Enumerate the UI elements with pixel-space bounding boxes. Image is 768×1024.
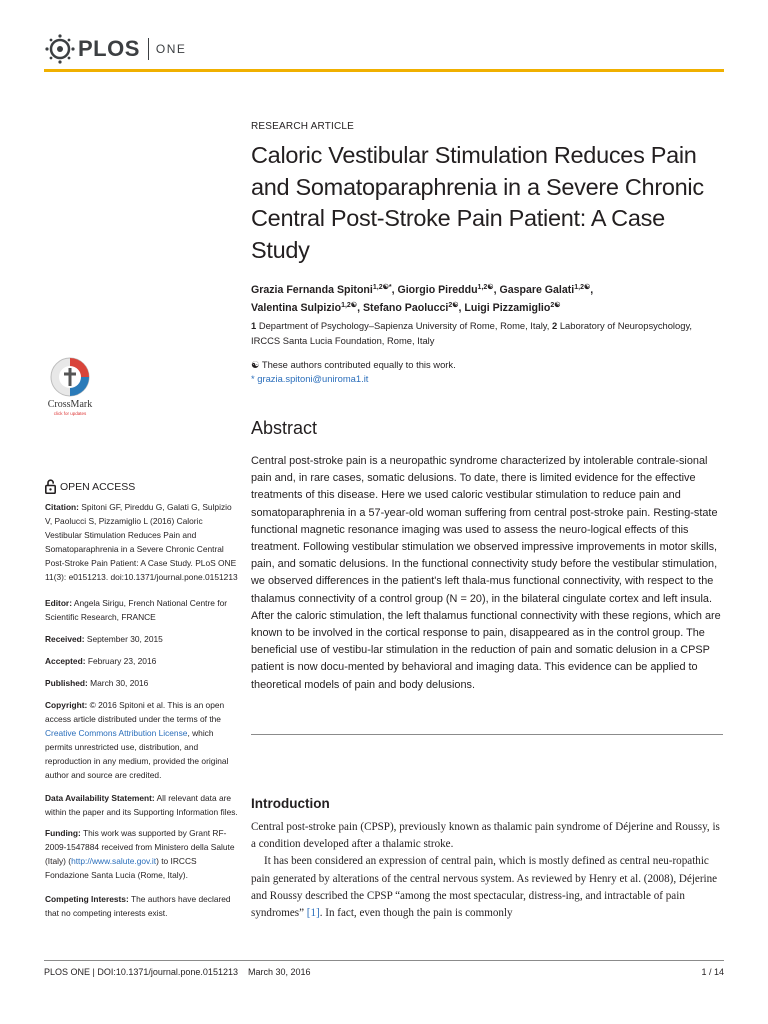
footer-citation: PLOS ONE | DOI:10.1371/journal.pone.0151213 March 30, 2016 (44, 967, 311, 977)
open-access-badge (45, 479, 135, 494)
competing-interests-text: The authors have declared that no competing interests exist. (45, 894, 231, 918)
funding-label: Funding: (45, 828, 81, 838)
citation-block (45, 500, 239, 584)
author-affil: 1,2☯ (574, 284, 591, 291)
affiliation-number: 2 (552, 320, 558, 331)
editor-label: Editor: (45, 598, 72, 608)
abstract-text: Central post-stroke pain is a neuropathic syndrome characterized by intolerable contrale-sional pain and, in rare cases, somatic delusions. To date, there is limited evidence for the effective treatments of this disease. Here we used caloric vestibular stimulation to reduce pain and somatoparaphrenia in a 57-year-old woman suffering from central post-stroke pain. Resting-state functional magnetic resonance imaging was used to assess the neuro-logical effects of this treatment. Following vestibular stimulation we observed impressive improvements in motor skills, pain, and somatic delusions. In the functional connectivity study before the vestibular stimulation, we observed differences in the patient's left thala-mus functional connectivity, with respect to the thalamus connectivity of a control group (N = 20), in the bilateral cingulate cortex and left insula. After the caloric stimulation, the left thalamus functional connectivity with these regions, which are known to be involved in the cortical response to pain, disappeared as in the control group. The beneficial use of vestibu-lar stimulation in the reduction of pain and somatic delusion in a CPSP patient is now docu-mented by behavioral and imaging data. This evidence can be applied to theoretical models of pain and body delusions. (251, 455, 721, 691)
accepted-date: February 23, 2016 (87, 656, 157, 666)
accepted-label: Accepted: (45, 656, 86, 666)
author-list: Grazia Fernanda Spitoni$^{1,2☯*}$, Giorgio Pireddu$^{1,2☯}$, Gaspare Galati$^{1,2☯}$, Valentina Sulpizio$^{1,2☯}$, Stefano Paolucci$^{2☯}$, Luigi Pizzamiglio$^{2☯}$ (251, 284, 594, 314)
article-title: Caloric Vestibular Stimulation Reduces Pain and Somatoparaphrenia in a Severe Chronic Central Post-Stroke Pain Patient: A Case Study (251, 142, 704, 263)
reference-link[interactable]: [1] (306, 907, 320, 920)
logo-separator (148, 38, 149, 60)
copyright-label: Copyright: (45, 700, 88, 710)
author-affil: 2☯ (448, 302, 459, 309)
affiliation-1: Department of Psychology–Sapienza University of Rome, Rome, Italy, (258, 320, 550, 331)
funding-text: This work was supported by Grant RF-2009-1547884 received from Ministero della Salute (Italy) ( (45, 828, 235, 866)
data-availability-text: All relevant data are within the paper and its Supporting Information files. (45, 793, 238, 817)
logo-plos-text: PLOS (78, 36, 140, 61)
header-rule (44, 69, 724, 72)
editor-block (45, 596, 239, 624)
intro-paragraph-2-cont: . In fact, even though the pain is commonly (319, 907, 513, 920)
crossmark-sublabel[interactable]: click for updates (53, 411, 87, 416)
funding-block (45, 826, 239, 882)
affiliation-2: Laboratory of Neuropsychology, IRCCS Santa Lucia Foundation, Rome, Italy (251, 320, 693, 346)
author-affil: 2☯ (550, 302, 561, 309)
received-block (45, 632, 239, 646)
author-name: Valentina Sulpizio (251, 302, 342, 314)
received-label: Received: (45, 634, 85, 644)
author-affil: 1,2☯ (477, 284, 494, 291)
citation-text: Spitoni GF, Pireddu G, Galati G, Sulpizio V, Paolucci S, Pizzamiglio L (2016) Caloric Vestibular Stimulation Reduces Pain and Somatoparaphrenia in a Severe Chronic Central Post-Stroke Pain Patient: A Case Study. PLoS ONE 11(3): e0151213. doi:10.1371/journal.pone.0151213 (45, 502, 238, 582)
copyright-text: © 2016 Spitoni et al. This is an open access article distributed under the terms of the (45, 700, 225, 724)
copyright-block (45, 698, 239, 782)
author-name: Luigi Pizzamiglio (464, 302, 551, 314)
crossmark-icon[interactable] (45, 355, 95, 399)
abstract-heading: Abstract (251, 418, 318, 438)
abstract-divider (251, 734, 723, 735)
citation-label: Citation: (45, 502, 79, 512)
funding-text-cont: ) to IRCCS Fondazione Santa Lucia (Rome, Italy). (45, 856, 197, 880)
corresponding-mark: * (388, 284, 392, 291)
affiliation-number: 1 (251, 320, 257, 331)
data-availability-block (45, 791, 239, 819)
author-affil: 1,2☯ (372, 284, 389, 291)
footer-rule (44, 960, 724, 961)
introduction-text (251, 819, 723, 922)
intro-paragraph-1: Central post-stroke pain (CPSP), previously known as thalamic pain syndrome of Déjerine and Roussy, is a condition developed after a thalamic stroke. (251, 821, 720, 851)
corresponding-email-link[interactable]: * grazia.spitoni@uniroma1.it (251, 373, 369, 384)
open-access-label: OPEN ACCESS (60, 480, 136, 493)
competing-interests-block (45, 892, 239, 920)
competing-interests-label: Competing Interests: (45, 894, 129, 904)
crossmark-label[interactable]: CrossMark (47, 399, 93, 410)
published-date: March 30, 2016 (90, 678, 149, 688)
editor-text: Angela Sirigu, French National Centre for Scientific Research, FRANCE (45, 598, 228, 622)
published-label: Published: (45, 678, 88, 688)
intro-paragraph-2: It has been considered an expression of central pain, which is mostly defined as central neu-ropathic pain generated by alterations of the central nervous system. As reviewed by Henry et al. (2008), Déjerine and Roussy described the CPSP “among the most spectacular, distress-ing, and intractable of pain syndromes” (251, 855, 718, 920)
author-name: Stefano Paolucci (362, 302, 449, 314)
accepted-block (45, 654, 239, 668)
author-name: Grazia Fernanda Spitoni (251, 284, 373, 296)
published-block (45, 676, 239, 690)
author-name: Gaspare Galati (499, 284, 575, 296)
data-availability-label: Data Availability Statement: (45, 793, 155, 803)
funding-link[interactable]: http://www.salute.gov.it (71, 856, 157, 866)
license-link[interactable]: Creative Commons Attribution License (45, 728, 188, 738)
received-date: September 30, 2015 (86, 634, 163, 644)
article-type: RESEARCH ARTICLE (251, 121, 355, 132)
plos-one-logo (44, 33, 186, 65)
introduction-heading: Introduction (251, 796, 330, 811)
author-affil: 1,2☯ (341, 302, 358, 309)
plos-logo-icon (44, 33, 76, 65)
page-number: 1 / 14 (701, 967, 724, 977)
affiliations (251, 319, 721, 348)
equal-contribution-note: ☯ These authors contributed equally to this work. (251, 359, 456, 370)
author-name: Giorgio Pireddu (397, 284, 478, 296)
open-lock-icon (45, 479, 56, 494)
logo-one-text: ONE (155, 42, 187, 56)
copyright-text-cont: , which permits unrestricted use, distribution, and reproduction in any medium, provided the original author and source are credited. (45, 728, 229, 780)
